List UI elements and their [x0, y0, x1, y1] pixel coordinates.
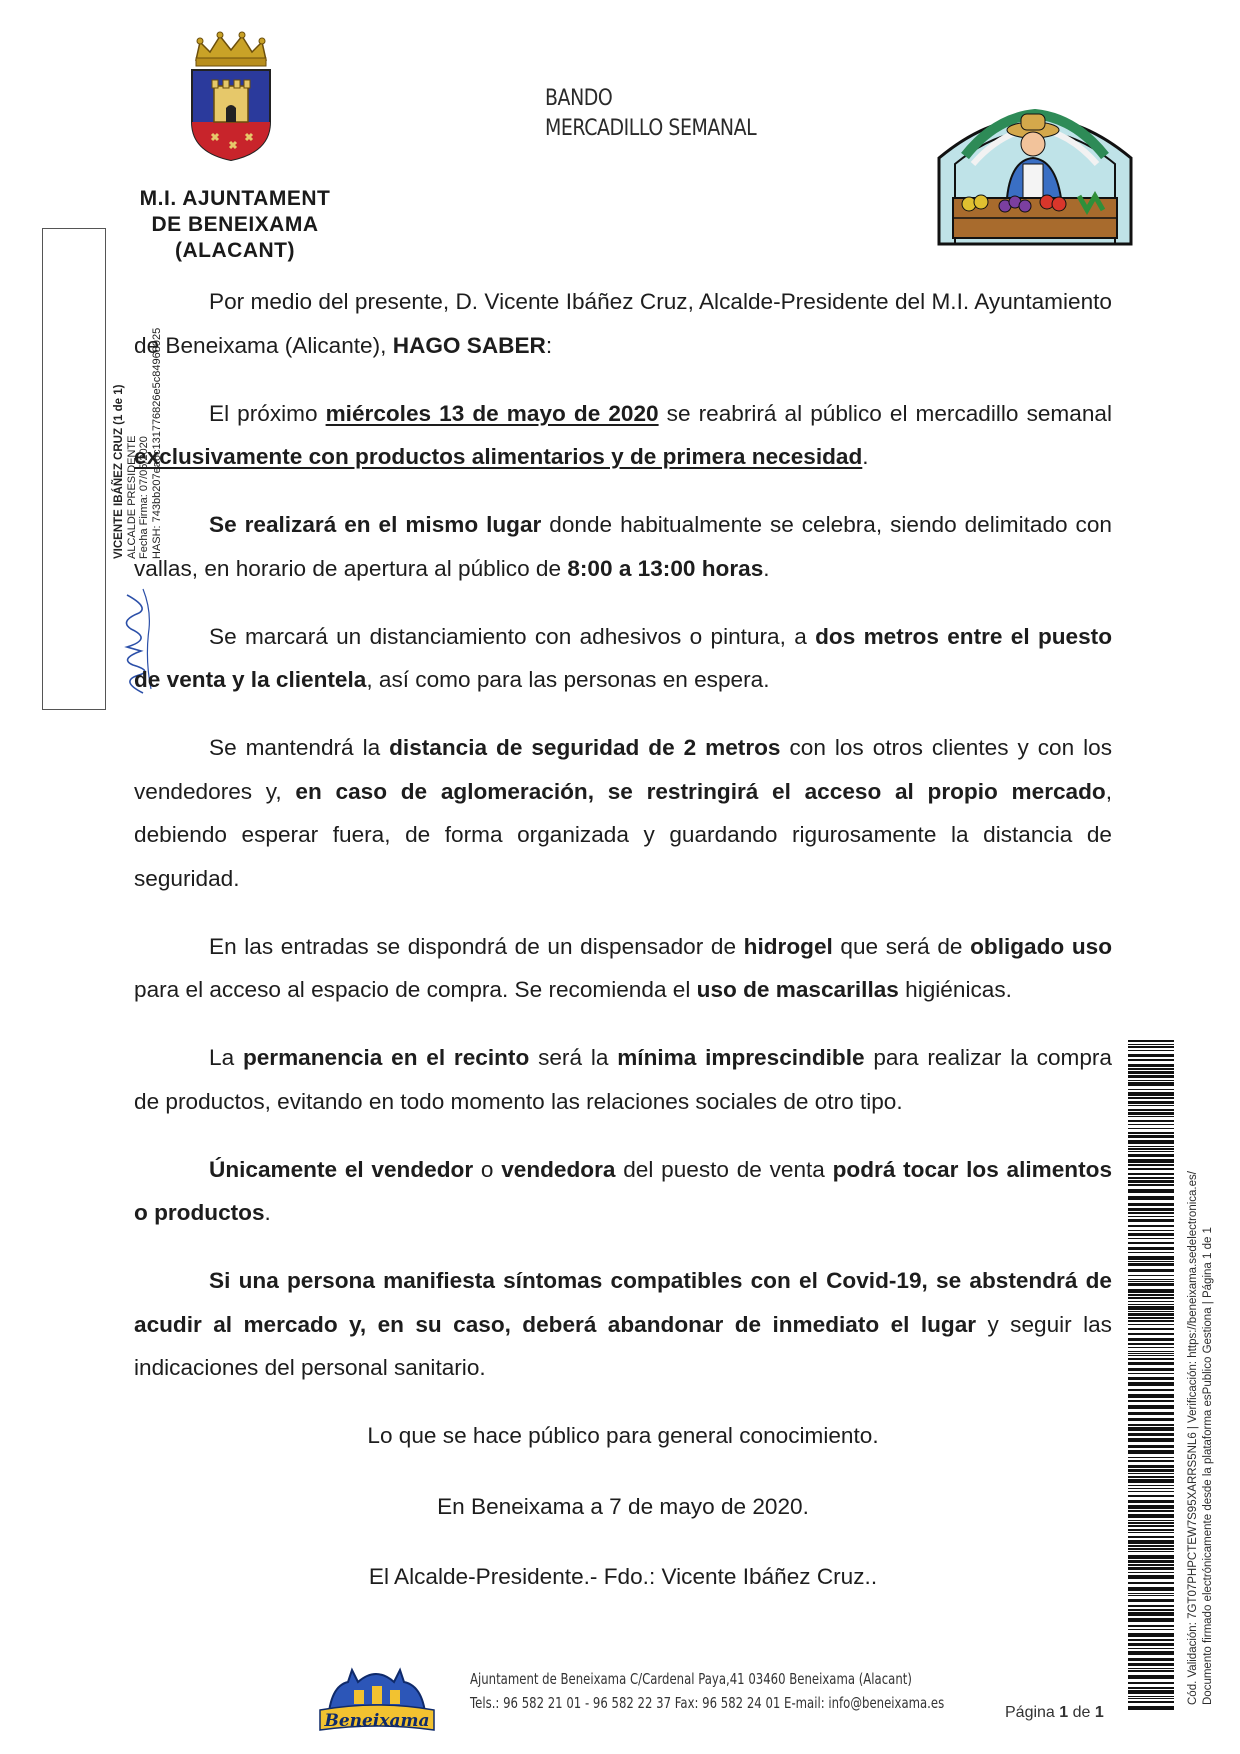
barcode-bar	[1128, 1582, 1174, 1584]
barcode-bar	[1128, 1279, 1174, 1280]
title-line-2: MERCADILLO SEMANAL	[545, 116, 757, 141]
barcode-bar	[1128, 1394, 1174, 1398]
signature-date: Fecha Firma: 07/05/2020	[138, 436, 150, 559]
barcode-bar	[1128, 1473, 1174, 1474]
p2-text: El próximo	[209, 400, 326, 426]
barcode-bar	[1128, 1658, 1174, 1661]
reopening-date: miércoles 13 de mayo de 2020	[325, 400, 659, 426]
org-line-1: M.I. AJUNTAMENT	[139, 187, 331, 210]
barcode-bar	[1128, 1670, 1174, 1672]
p9-bold: Si una persona manifiesta síntomas compatibles con el Covid-19, se abstendrá de acudir al mercado y, en su caso, deberá abandonar de inmediato el lugar	[134, 1268, 1112, 1337]
barcode-bar	[1128, 1297, 1174, 1299]
barcode-bar	[1128, 1177, 1174, 1179]
barcode-bar	[1128, 1373, 1174, 1374]
barcode-bar	[1128, 1097, 1174, 1099]
p7-text: La	[209, 1045, 243, 1070]
p7-text-2: será la	[529, 1045, 618, 1070]
barcode-bar	[1128, 1687, 1174, 1689]
p3-bold: Se realizará en el mismo lugar	[209, 512, 542, 537]
p5-end: , debiendo esperar fuera, de forma organizada y guardando rigurosamente la distancia de seguridad.	[134, 778, 1112, 891]
validation-line-2: Documento firmado electrónicamente desde la plataforma esPublico Gestiona | Página 1 de 1	[1202, 1227, 1214, 1705]
barcode-bar	[1128, 1208, 1174, 1211]
barcode-bar	[1128, 1128, 1174, 1129]
closing-statement: Lo que se hace público para general conocimiento.	[367, 1423, 879, 1448]
barcode-bar	[1128, 1690, 1174, 1694]
p6-text-2: que será de	[832, 933, 971, 959]
closing-date: En Beneixama a 7 de mayo de 2020.	[437, 1493, 809, 1519]
p5-bold-2: en caso de aglomeración, se restringirá el acceso al propio mercado	[295, 778, 1106, 804]
barcode-bar	[1128, 1382, 1174, 1386]
barcode-bar	[1128, 1548, 1174, 1550]
barcode-bar	[1128, 1283, 1174, 1286]
barcode-bar	[1128, 1476, 1174, 1478]
p2-end: .	[862, 444, 869, 469]
barcode-bar	[1128, 1351, 1174, 1352]
p6-bold-3: uso de mascarillas	[696, 977, 899, 1002]
barcode-bar	[1128, 1233, 1174, 1236]
barcode-bar	[1128, 1500, 1174, 1503]
barcode-bar	[1128, 1116, 1174, 1117]
barcode-bar	[1128, 1311, 1174, 1312]
barcode-bar	[1128, 1040, 1174, 1042]
p8-bold: Únicamente el vendedor	[209, 1156, 474, 1182]
p8-text-2: del puesto de venta	[615, 1156, 833, 1182]
barcode-bar	[1128, 1071, 1174, 1074]
barcode-bar	[1128, 1075, 1174, 1078]
barcode-bar	[1128, 1355, 1174, 1356]
barcode-bar	[1128, 1353, 1174, 1354]
barcode-bar	[1128, 1587, 1174, 1591]
barcode-bar	[1128, 1599, 1174, 1602]
barcode-bar	[1128, 1050, 1174, 1051]
p8-end: .	[264, 1200, 271, 1225]
page-total: 1	[1094, 1704, 1104, 1721]
product-restriction: exclusivamente con productos alimentarios y de primera necesidad	[134, 444, 863, 469]
barcode-bar	[1128, 1625, 1174, 1627]
barcode-bar	[1128, 1225, 1174, 1227]
barcode-bar	[1128, 1668, 1174, 1669]
barcode-bar	[1128, 1701, 1174, 1703]
barcode-bar	[1128, 1522, 1174, 1524]
barcode-bar	[1128, 1164, 1174, 1166]
barcode-bar	[1128, 1338, 1174, 1341]
barcode-bar	[1128, 1263, 1174, 1266]
validation-barcode-icon	[1128, 1040, 1174, 1710]
barcode-bar	[1128, 1618, 1174, 1622]
p1-bold: HAGO SABER	[392, 332, 546, 358]
electronic-signature-stamp	[42, 228, 163, 710]
barcode-bar	[1128, 1333, 1174, 1335]
barcode-bar	[1128, 1706, 1174, 1710]
barcode-bar	[1128, 1555, 1174, 1559]
barcode-bar	[1128, 1173, 1174, 1175]
barcode-bar	[1128, 1438, 1174, 1442]
barcode-bar	[1128, 1572, 1174, 1573]
p5-text: Se mantendrá la	[209, 735, 390, 760]
barcode-bar	[1128, 1306, 1174, 1310]
page-of: de	[1072, 1704, 1091, 1721]
barcode-bar	[1128, 1281, 1174, 1282]
barcode-bar	[1128, 1159, 1174, 1163]
barcode-bar	[1128, 1469, 1174, 1472]
org-line-2: DE BENEIXAMA	[151, 213, 319, 236]
p3-end: .	[763, 555, 770, 581]
barcode-bar	[1128, 1238, 1174, 1239]
barcode-bar	[1128, 1643, 1174, 1646]
barcode-bar	[1128, 1505, 1174, 1509]
page-number	[1005, 1704, 1104, 1722]
barcode-bar	[1128, 1180, 1174, 1183]
barcode-bar	[1128, 1120, 1174, 1122]
barcode-bar	[1128, 1242, 1174, 1244]
barcode-bar	[1128, 1696, 1174, 1697]
market-vendor-illustration-icon	[935, 98, 1135, 248]
barcode-bar	[1128, 1140, 1174, 1144]
barcode-bar	[1128, 1465, 1174, 1468]
barcode-bar	[1128, 1203, 1174, 1206]
signer-name: VICENTE IBÁÑEZ CRUZ (1 de 1)	[113, 384, 125, 559]
barcode-bar	[1128, 1698, 1174, 1699]
barcode-bar	[1128, 1301, 1174, 1302]
signer-role: ALCALDE PRESIDENTE	[125, 435, 138, 559]
p8-bold-3: podrá tocar los alimentos o productos	[134, 1156, 1113, 1225]
barcode-bar	[1128, 1168, 1174, 1170]
barcode-bar	[1128, 1313, 1174, 1316]
barcode-bar	[1128, 1151, 1174, 1152]
barcode-bar	[1128, 1609, 1174, 1611]
p2-text-2: se reabrirá al público el mercadillo semanal	[658, 400, 1112, 426]
barcode-bar	[1128, 1132, 1174, 1134]
p6-text: En las entradas se dispondrá de un dispensador de	[209, 933, 744, 959]
barcode-bar	[1128, 1532, 1174, 1533]
p8-bold-2: vendedora	[501, 1156, 616, 1182]
barcode-bar	[1128, 1377, 1174, 1380]
barcode-bar	[1128, 1400, 1174, 1402]
p7-bold-2: mínima imprescindible	[617, 1045, 865, 1070]
barcode-bar	[1128, 1059, 1174, 1061]
barcode-bar	[1128, 1343, 1174, 1345]
barcode-bar	[1128, 1105, 1174, 1106]
barcode-bar	[1128, 1457, 1174, 1458]
document-title	[545, 84, 756, 144]
barcode-bar	[1128, 1520, 1174, 1521]
barcode-bar	[1128, 1639, 1174, 1641]
barcode-bar	[1128, 1068, 1174, 1070]
barcode-bar	[1128, 1247, 1174, 1250]
validation-code-text	[1186, 1045, 1220, 1705]
barcode-bar	[1128, 1046, 1174, 1048]
barcode-bar	[1128, 1629, 1174, 1630]
p8-text: o	[473, 1156, 502, 1182]
title-line-1: BANDO	[545, 86, 613, 111]
barcode-bar	[1128, 1575, 1174, 1579]
barcode-bar	[1128, 1230, 1174, 1231]
barcode-bar	[1128, 1529, 1174, 1531]
barcode-bar	[1128, 1064, 1174, 1067]
paragraph-4	[134, 615, 1112, 702]
barcode-bar	[1128, 1317, 1174, 1319]
barcode-bar	[1128, 1219, 1174, 1222]
p4-bold: dos metros entre el puesto de venta y la clientela	[134, 623, 1112, 692]
paragraph-2	[134, 392, 1112, 479]
barcode-bar	[1128, 1479, 1174, 1483]
barcode-bar	[1128, 1044, 1174, 1045]
barcode-bar	[1128, 1092, 1174, 1096]
p6-end: higiénicas.	[898, 977, 1012, 1002]
p6-bold: hidrogel	[743, 933, 833, 959]
barcode-bar	[1128, 1536, 1174, 1538]
barcode-bar	[1128, 1362, 1174, 1365]
validation-line-1: Cód. Validación: 7GT07PHPCTEW7S95XARRS5NL6 | Verificación: https://beneixama.sedelectronica.es/	[1187, 1171, 1199, 1705]
paragraph-5	[134, 726, 1112, 900]
barcode-bar	[1128, 1495, 1174, 1497]
barcode-bar	[1128, 1261, 1174, 1262]
barcode-bar	[1128, 1560, 1174, 1563]
barcode-bar	[1128, 1101, 1174, 1104]
barcode-bar	[1128, 1405, 1174, 1409]
barcode-bar	[1128, 1510, 1174, 1512]
barcode-bar	[1128, 1109, 1174, 1111]
p5-text-2: con los otros clientes y con los vendedores y,	[134, 735, 1112, 804]
p3-text: donde habitualmente se celebra, siendo delimitado con vallas, en horario de apertura al público de	[134, 512, 1112, 581]
barcode-bar	[1128, 1633, 1174, 1637]
barcode-bar	[1128, 1551, 1174, 1552]
barcode-bar	[1128, 1427, 1174, 1431]
barcode-bar	[1128, 1082, 1174, 1086]
barcode-bar	[1128, 1256, 1174, 1260]
barcode-bar	[1128, 1368, 1174, 1371]
barcode-bar	[1128, 1212, 1174, 1214]
page-current: 1	[1059, 1704, 1069, 1721]
barcode-bar	[1128, 1124, 1174, 1125]
paragraph-6	[134, 925, 1112, 1012]
barcode-bar	[1128, 1324, 1174, 1325]
p1-end: :	[545, 332, 553, 358]
paragraph-9	[134, 1259, 1112, 1390]
barcode-bar	[1128, 1418, 1174, 1421]
barcode-bar	[1128, 1412, 1174, 1415]
barcode-bar	[1128, 1196, 1174, 1200]
barcode-bar	[1128, 1682, 1174, 1684]
barcode-bar	[1128, 1651, 1174, 1655]
p1-text: Por medio del presente, D. Vicente Ibáñez Cruz, Alcalde-Presidente del M.I. Ayuntamiento de Beneixama (Alicante),	[134, 289, 1112, 358]
p4-text: Se marcará un distanciamiento con adhesivos o pintura, a	[209, 623, 816, 649]
p9-end: y seguir las indicaciones del personal sanitario.	[134, 1311, 1112, 1380]
footer-address	[470, 1667, 944, 1715]
closing-signature: El Alcalde-Presidente.- Fdo.: Vicente Ibáñez Cruz..	[368, 1564, 878, 1589]
barcode-bar	[1128, 1389, 1174, 1391]
barcode-bar	[1128, 1320, 1174, 1322]
barcode-bar	[1128, 1595, 1174, 1596]
barcode-bar	[1128, 1514, 1174, 1518]
barcode-bar	[1128, 1294, 1174, 1296]
barcode-bar	[1128, 1488, 1174, 1489]
address-line-1: Ajuntament de Beneixama C/Cardenal Paya,41 03460 Beneixama (Alacant)	[470, 1670, 912, 1688]
barcode-bar	[1128, 1450, 1174, 1454]
barcode-bar	[1128, 1648, 1174, 1649]
barcode-bar	[1128, 1445, 1174, 1448]
barcode-bar	[1128, 1304, 1174, 1305]
barcode-bar	[1128, 1148, 1174, 1150]
barcode-bar	[1128, 1189, 1174, 1193]
paragraph-1	[134, 280, 1112, 367]
barcode-bar	[1128, 1433, 1174, 1436]
barcode-bar	[1128, 1347, 1174, 1348]
notice-body	[134, 280, 1112, 1626]
barcode-bar	[1128, 1275, 1174, 1276]
barcode-bar	[1128, 1269, 1174, 1272]
p7-end: para realizar la compra de productos, evitando en todo momento las relaciones sociales de otro tipo.	[134, 1045, 1112, 1114]
barcode-bar	[1128, 1675, 1174, 1679]
barcode-bar	[1128, 1663, 1174, 1666]
paragraph-3	[134, 503, 1112, 590]
opening-hours: 8:00 a 13:00 horas	[567, 555, 764, 581]
barcode-bar	[1128, 1593, 1174, 1594]
page-label: Página	[1005, 1704, 1055, 1721]
p6-bold-2: obligado uso	[970, 933, 1113, 959]
barcode-bar	[1128, 1605, 1174, 1607]
barcode-bar	[1128, 1612, 1174, 1616]
barcode-bar	[1128, 1146, 1174, 1147]
p7-bold: permanencia en el recinto	[242, 1045, 530, 1070]
barcode-bar	[1128, 1252, 1174, 1253]
p5-bold: distancia de seguridad de 2 metros	[389, 735, 781, 760]
barcode-bar	[1128, 1112, 1174, 1115]
org-line-3: (ALACANT)	[175, 239, 295, 262]
barcode-bar	[1128, 1154, 1174, 1157]
barcode-bar	[1128, 1485, 1174, 1486]
barcode-bar	[1128, 1328, 1174, 1330]
barcode-bar	[1128, 1054, 1174, 1057]
paragraph-8	[134, 1148, 1112, 1235]
signature-hash: HASH: 743bb207ea6c131776826e5c84968925	[150, 327, 163, 559]
barcode-bar	[1128, 1564, 1174, 1566]
paragraph-7	[134, 1036, 1112, 1123]
barcode-bar	[1128, 1216, 1174, 1217]
barcode-bar	[1128, 1424, 1174, 1426]
barcode-bar	[1128, 1289, 1174, 1293]
barcode-bar	[1128, 1567, 1174, 1570]
barcode-bar	[1128, 1545, 1174, 1547]
barcode-bar	[1128, 1080, 1174, 1081]
logo-text: Beneixama	[324, 1711, 430, 1731]
barcode-bar	[1128, 1089, 1174, 1090]
barcode-bar	[1128, 1540, 1174, 1544]
beneixama-logo	[318, 1660, 436, 1732]
barcode-bar	[1128, 1525, 1174, 1527]
barcode-bar	[1128, 1135, 1174, 1138]
barcode-bar	[1128, 1460, 1174, 1462]
barcode-bar	[1128, 1358, 1174, 1360]
p4-end: , así como para las personas en espera.	[366, 667, 770, 692]
barcode-bar	[1128, 1184, 1174, 1186]
p6-text-3: para el acceso al espacio de compra. Se recomienda el	[134, 977, 697, 1002]
barcode-bar	[1128, 1491, 1174, 1492]
contact-line: Tels.: 96 582 21 01 - 96 582 22 37 Fax: 96 582 24 01 E-mail: info@beneixama.es	[470, 1694, 945, 1712]
coat-of-arms-icon	[186, 30, 276, 162]
